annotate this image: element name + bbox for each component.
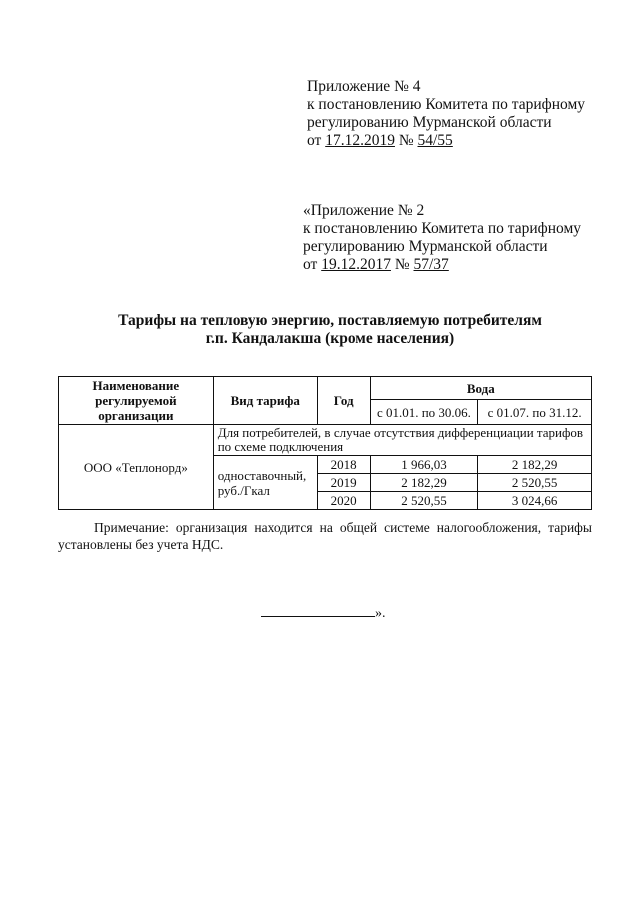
appendix-2-line1: «Приложение № 2 <box>303 202 425 219</box>
appendix-4-number: 54/55 <box>417 132 453 149</box>
note-paragraph: Примечание: организация находится на общей системе налогообложения, тарифы установлены без учета НДС. <box>58 520 592 552</box>
value-cell: 2 520,55 <box>478 474 592 492</box>
value-cell: 1 966,03 <box>370 456 478 474</box>
value-cell: 3 024,66 <box>478 492 592 510</box>
appendix-2-line2: к постановлению Комитета по тарифному <box>303 220 582 237</box>
appendix-4-line3: регулированию Мурманской области <box>307 114 552 131</box>
header-tariff-type: Вид тарифа <box>213 377 317 425</box>
header-group: Вода <box>370 377 591 400</box>
year-cell: 2020 <box>317 492 370 510</box>
consumer-note-cell: Для потребителей, в случае отсутствия дифференциации тарифов по схеме подключения <box>213 425 591 456</box>
appendix-2-date-line <box>303 256 581 274</box>
title-line1: Тарифы на тепловую энергию, поставляемую потребителям <box>118 312 542 329</box>
appendix-2-date: 19.12.2017 <box>321 256 391 273</box>
value-cell: 2 520,55 <box>370 492 478 510</box>
appendix-4-line1: Приложение № 4 <box>307 78 421 95</box>
appendix-2-header <box>303 202 581 274</box>
table-row <box>59 425 592 456</box>
signature-line <box>261 604 375 617</box>
appendix-4-number-prefix: № <box>398 132 414 149</box>
header-org: Наименование регулируемой организации <box>59 377 214 425</box>
year-cell: 2018 <box>317 456 370 474</box>
header-period1: с 01.01. по 30.06. <box>370 400 478 425</box>
appendix-4-date-line <box>307 132 585 150</box>
table-header-row <box>59 377 592 400</box>
value-cell: 2 182,29 <box>478 456 592 474</box>
title-line2: г.п. Кандалакша (кроме населения) <box>205 330 455 347</box>
appendix-4-header <box>307 78 585 150</box>
header-year: Год <box>317 377 370 425</box>
appendix-2-line3: регулированию Мурманской области <box>303 238 548 255</box>
tariff-table <box>58 376 592 510</box>
document-title <box>60 312 600 348</box>
appendix-2-number-prefix: № <box>394 256 410 273</box>
closing-line <box>261 604 386 623</box>
org-cell: ООО «Теплонорд» <box>59 425 214 510</box>
header-period2: с 01.07. по 31.12. <box>478 400 592 425</box>
tariff-type-cell: одноставочный, руб./Гкал <box>213 456 317 510</box>
year-cell: 2019 <box>317 474 370 492</box>
appendix-4-line2: к постановлению Комитета по тарифному <box>307 96 586 113</box>
value-cell: 2 182,29 <box>370 474 478 492</box>
closing-quote: ». <box>375 606 386 621</box>
appendix-2-number: 57/37 <box>413 256 449 273</box>
appendix-4-date: 17.12.2019 <box>325 132 395 149</box>
appendix-2-date-prefix: от <box>303 256 318 273</box>
appendix-4-date-prefix: от <box>307 132 322 149</box>
